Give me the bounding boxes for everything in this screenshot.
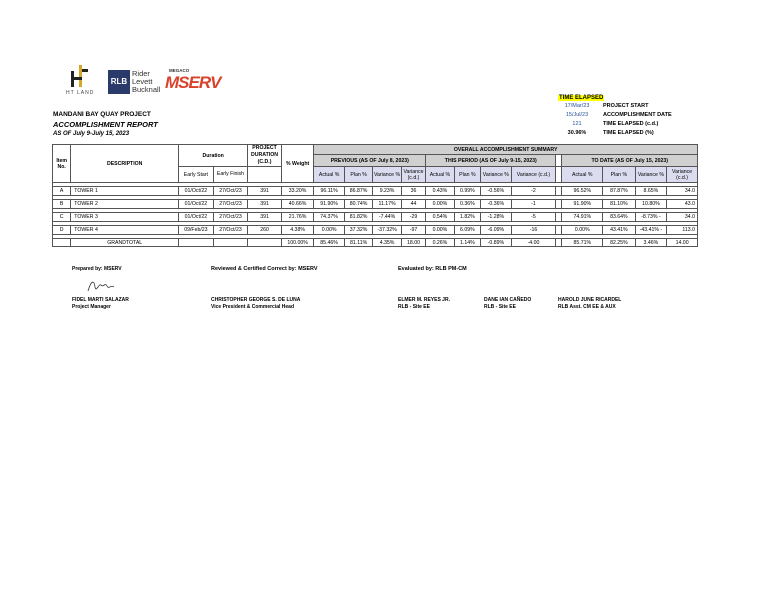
rlb-logo-box: RLB: [108, 70, 130, 94]
duration-cell: 391: [248, 200, 282, 209]
todate-variance-cd-header: Variance (c.d.): [667, 167, 698, 183]
todate-variance-cd-cell: 34.0: [667, 187, 698, 196]
this-variance-cd-cell: -1: [511, 200, 556, 209]
this-actual-cell: 0.00%: [426, 226, 454, 235]
todate-actual-cell: 91.90%: [562, 200, 603, 209]
previous-header: PREVIOUS (AS OF July 8, 2023): [314, 155, 426, 167]
todate-variance-cd-cell: 113.0: [667, 226, 698, 235]
this-plan-cell: 6.09%: [454, 226, 480, 235]
col-early-finish: Early Finish: [213, 167, 248, 183]
todate-variance-cd-cell: 34.0: [667, 213, 698, 222]
description-cell: TOWER 3: [71, 213, 179, 222]
description-cell: TOWER 1: [71, 187, 179, 196]
weight-cell: 33.20%: [281, 187, 314, 196]
prev-actual-cell: 96.11%: [314, 187, 345, 196]
col-description: DESCRIPTION: [71, 145, 179, 183]
item-no-cell: D: [53, 226, 71, 235]
rlb-logo-text: Rider Levett Bucknall: [132, 69, 161, 94]
report-title: ACCOMPLISHMENT REPORT: [53, 120, 158, 129]
early-start-cell: 01/Oct/22: [179, 187, 214, 196]
item-no-cell: A: [53, 187, 71, 196]
signatory-canedo: DANE IAN CAÑEDO RLB - Site EE: [484, 297, 532, 310]
this-variance-pct-header: Variance %: [481, 167, 512, 183]
signatory-reyes: ELMER M. REYES JR. RLB - Site EE: [398, 297, 450, 310]
signatory-ricardel: HAROLD JUNE RICARDEL RLB Asst. CM EE & AUX: [558, 297, 622, 310]
time-elapsed-block: [558, 95, 672, 136]
mserv-logo: [165, 68, 221, 96]
todate-plan-header: Plan %: [603, 167, 636, 183]
prev-actual-cell: 0.00%: [314, 226, 345, 235]
prev-actual-header: Actual %: [314, 167, 345, 183]
todate-variance-pct-cell: -43.41% -: [635, 226, 667, 235]
duration-cell: 260: [248, 226, 282, 235]
prev-variance-cd-cell: 36: [401, 187, 425, 196]
prepared-by-label: Prepared by: MSERV: [72, 266, 122, 272]
prev-variance-pct-cell: 11.17%: [373, 200, 401, 209]
this-plan-cell: 0.99%: [454, 187, 480, 196]
item-no-cell: C: [53, 213, 71, 222]
prev-variance-cd-cell: -97: [401, 226, 425, 235]
evaluated-by-label: Evaluated by: RLB PM-CM: [398, 266, 467, 272]
mserv-logo-small: MEGACO: [169, 68, 190, 73]
te-row-project-start: 17/Mar/23 PROJECT START: [564, 103, 649, 109]
this-actual-cell: 0.00%: [426, 200, 454, 209]
todate-variance-pct-cell: 10.80%: [635, 200, 667, 209]
early-start-cell: 09/Feb/23: [179, 226, 214, 235]
table-row: [53, 226, 698, 235]
prev-variance-cd-cell: -29: [401, 213, 425, 222]
prev-plan-cell: 81.82%: [344, 213, 372, 222]
this-actual-cell: 0.54%: [426, 213, 454, 222]
todate-actual-cell: 0.00%: [562, 226, 603, 235]
prev-plan-header: Plan %: [344, 167, 372, 183]
duration-cell: 391: [248, 187, 282, 196]
this-variance-pct-cell: -6.09%: [481, 226, 512, 235]
prev-variance-pct-cell: -37.32%: [373, 226, 401, 235]
todate-variance-pct-cell: -8.73% -: [635, 213, 667, 222]
todate-actual-cell: 96.52%: [562, 187, 603, 196]
ht-logo-text: HT LAND: [66, 90, 95, 96]
prev-actual-cell: 74.37%: [314, 213, 345, 222]
this-period-header: THIS PERIOD (AS OF July 9-15, 2023): [426, 155, 556, 167]
todate-plan-cell: 87.87%: [603, 187, 636, 196]
te-row-accomplishment-date: 15/Jul/23 ACCOMPLISHMENT DATE: [565, 112, 672, 118]
project-name: MANDANI BAY QUAY PROJECT: [53, 111, 151, 118]
prev-plan-cell: 37.32%: [344, 226, 372, 235]
description-cell: TOWER 4: [71, 226, 179, 235]
col-duration: Duration: [179, 145, 248, 167]
early-finish-cell: 27/Oct/23: [213, 226, 248, 235]
this-plan-cell: 0.36%: [454, 200, 480, 209]
early-finish-cell: 27/Oct/23: [213, 200, 248, 209]
signatory-de-luna: CHRISTOPHER GEORGE S. DE LUNA Vice President & Commercial Head: [211, 297, 301, 310]
table-row: [53, 200, 698, 209]
col-project-duration: PROJECT DURATION (C.D.): [248, 145, 282, 167]
todate-variance-pct-cell: 8.65%: [635, 187, 667, 196]
rlb-logo: [108, 70, 168, 94]
grand-total-row: GRANDTOTAL 100.00% 85.46% 81.11% 4.35% 18.00 0.26% 1.14% -0.89% -4.00 85.71% 82.25% 3.46% 14.00: [53, 239, 698, 247]
early-finish-cell: 27/Oct/23: [213, 213, 248, 222]
this-variance-pct-cell: -0.36%: [481, 200, 512, 209]
item-no-cell: B: [53, 200, 71, 209]
todate-variance-cd-cell: 43.0: [667, 200, 698, 209]
early-start-cell: 01/Oct/22: [179, 200, 214, 209]
todate-plan-cell: 43.41%: [603, 226, 636, 235]
te-row-elapsed-pct: 30.96% TIME ELAPSED (%): [567, 130, 654, 136]
prev-variance-cd-cell: 44: [401, 200, 425, 209]
this-variance-pct-cell: -1.28%: [481, 213, 512, 222]
description-cell: TOWER 2: [71, 200, 179, 209]
table-row: [53, 187, 698, 196]
col-item-no: Item No.: [53, 145, 71, 183]
this-plan-cell: 1.82%: [454, 213, 480, 222]
mserv-logo-big: MSERV: [165, 73, 221, 92]
prev-plan-cell: 86.87%: [344, 187, 372, 196]
time-elapsed-heading: TIME ELAPSED: [559, 95, 604, 101]
col-cd: [248, 167, 282, 183]
weight-cell: 4.38%: [281, 226, 314, 235]
todate-plan-cell: 83.64%: [603, 213, 636, 222]
this-variance-cd-cell: -2: [511, 187, 556, 196]
todate-actual-header: Actual %: [562, 167, 603, 183]
this-variance-cd-cell: -16: [511, 226, 556, 235]
grand-total-label: GRANDTOTAL: [71, 239, 179, 247]
early-start-cell: 01/Oct/22: [179, 213, 214, 222]
this-variance-cd-header: Variance (c.d.): [511, 167, 556, 183]
accomplishment-table: [52, 144, 698, 247]
this-actual-cell: 0.43%: [426, 187, 454, 196]
signatory-salazar: FIDEL MARTI SALAZAR Project Manager: [72, 297, 129, 310]
todate-plan-cell: 81.10%: [603, 200, 636, 209]
this-actual-header: Actual %: [426, 167, 454, 183]
todate-actual-cell: 74.91%: [562, 213, 603, 222]
prev-plan-cell: 80.74%: [344, 200, 372, 209]
early-finish-cell: 27/Oct/23: [213, 187, 248, 196]
table-row: [53, 213, 698, 222]
reviewed-by-label: Reviewed & Certified Correct by: MSERV: [211, 266, 318, 272]
this-variance-pct-cell: -0.56%: [481, 187, 512, 196]
col-weight: % Weight: [281, 145, 314, 183]
report-period: AS OF July 9-July 15, 2023: [53, 131, 130, 137]
te-row-elapsed-cd: 121 TIME ELAPSED (c.d.): [572, 121, 659, 127]
col-early-start: Early Start: [179, 167, 214, 183]
ht-land-logo: [62, 63, 96, 99]
prev-variance-pct-header: Variance %: [373, 167, 401, 183]
prev-variance-cd-header: Variance (c.d.): [401, 167, 425, 183]
prev-actual-cell: 91.90%: [314, 200, 345, 209]
overall-summary-header: OVERALL ACCOMPLISHMENT SUMMARY: [314, 145, 698, 155]
duration-cell: 391: [248, 213, 282, 222]
prev-variance-pct-cell: -7.44%: [373, 213, 401, 222]
prev-variance-pct-cell: 9.23%: [373, 187, 401, 196]
weight-cell: 40.66%: [281, 200, 314, 209]
this-plan-header: Plan %: [454, 167, 480, 183]
weight-cell: 21.76%: [281, 213, 314, 222]
to-date-header: TO DATE (AS OF July 15, 2023): [562, 155, 698, 167]
this-variance-cd-cell: -5: [511, 213, 556, 222]
todate-variance-pct-header: Variance %: [635, 167, 667, 183]
grand-total-weight: 100.00%: [281, 239, 314, 247]
handwritten-signature: [86, 277, 116, 295]
